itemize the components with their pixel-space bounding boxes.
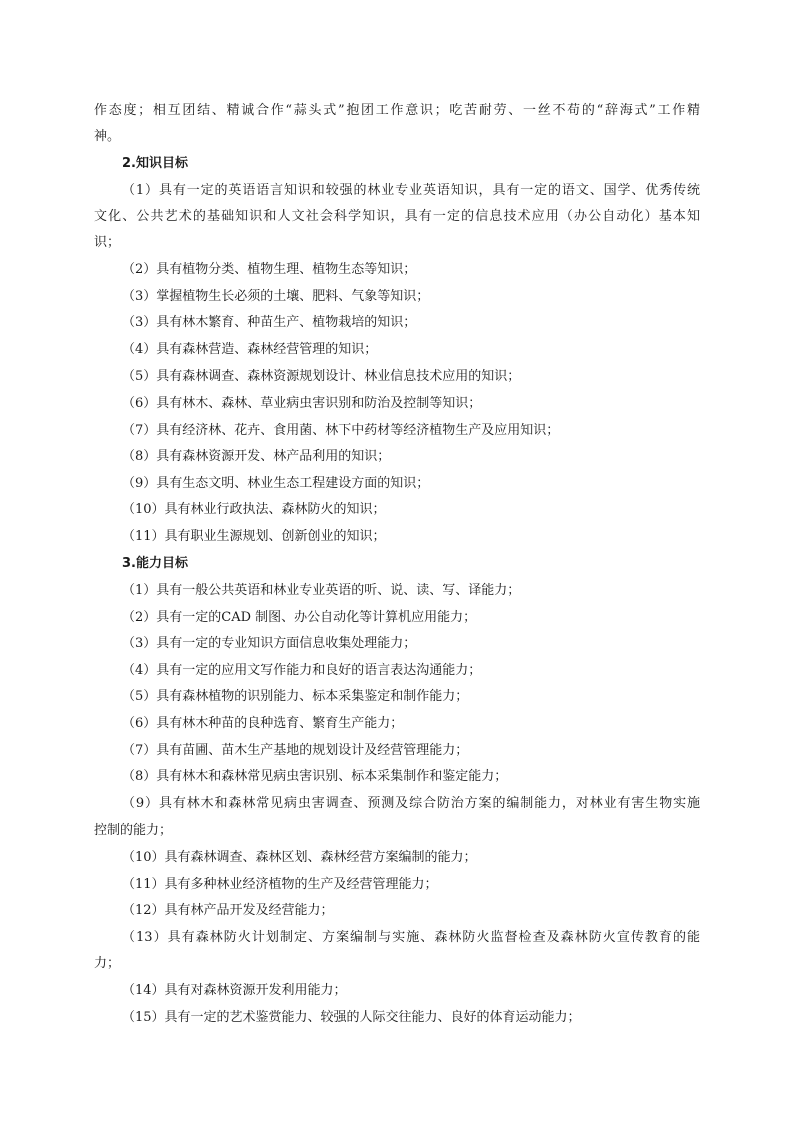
knowledge-item: （7）具有经济林、花卉、食用菌、林下中药材等经济植物生产及应用知识； bbox=[122, 423, 560, 438]
knowledge-item: （10）具有林业行政执法、森林防火的知识； bbox=[122, 502, 386, 517]
ability-item: （4）具有一定的应用文写作能力和良好的语言表达沟通能力； bbox=[122, 663, 482, 678]
intro-line-2: 神。 bbox=[94, 129, 121, 144]
ability-item: （6）具有林木种苗的良种选育、繁育生产能力； bbox=[122, 716, 404, 731]
ability-item: （7）具有苗圃、苗木生产基地的规划设计及经营管理能力； bbox=[122, 743, 469, 758]
ability-item: （12）具有林产品开发及经营能力； bbox=[122, 903, 334, 918]
ability-item-9-line-2: 控制的能力； bbox=[94, 823, 173, 838]
knowledge-item: （11）具有职业生源规划、创新创业的知识； bbox=[122, 529, 386, 544]
ability-item: （1）具有一般公共英语和林业专业英语的听、说、读、写、译能力； bbox=[122, 583, 521, 598]
knowledge-item: （6）具有林木、森林、草业病虫害识别和防治及控制等知识； bbox=[122, 396, 482, 411]
ability-item: （2）具有一定的CAD 制图、办公自动化等计算机应用能力； bbox=[122, 610, 477, 625]
ability-heading: 3.能力目标 bbox=[122, 556, 188, 571]
knowledge-item: （3）掌握植物生长必须的土壤、肥料、气象等知识； bbox=[122, 289, 430, 304]
knowledge-item-1-line-3: 识； bbox=[94, 235, 121, 250]
ability-item: （3）具有一定的专业知识方面信息收集处理能力； bbox=[122, 636, 417, 651]
ability-item: （10）具有森林调查、森林区划、森林经营方案编制的能力； bbox=[122, 850, 477, 865]
ability-item: （14）具有对森林资源开发利用能力； bbox=[122, 983, 347, 998]
knowledge-item: （9）具有生态文明、林业生态工程建设方面的知识； bbox=[122, 476, 430, 491]
ability-item: （15）具有一定的艺术鉴赏能力、较强的人际交往能力、良好的体育运动能力； bbox=[122, 1010, 581, 1025]
knowledge-item-1-line-1: （1）具有一定的英语语言知识和较强的林业专业英语知识，具有一定的语文、国学、优秀传统 bbox=[122, 183, 700, 198]
ability-item: （8）具有林木和森林常见病虫害识别、标本采集制作和鉴定能力； bbox=[122, 769, 508, 784]
ability-item: （11）具有多种林业经济植物的生产及经营管理能力； bbox=[122, 877, 438, 892]
knowledge-heading: 2.知识目标 bbox=[122, 156, 188, 171]
knowledge-item: （5）具有森林调查、森林资源规划设计、林业信息技术应用的知识； bbox=[122, 369, 521, 384]
ability-item-13-line-2: 力； bbox=[94, 956, 121, 971]
knowledge-item-1-line-2: 文化、公共艺术的基础知识和人文社会科学知识，具有一定的信息技术应用（办公自动化）基本知 bbox=[94, 209, 700, 224]
knowledge-item: （8）具有森林资源开发、林产品利用的知识； bbox=[122, 449, 391, 464]
ability-item-13-line-1: （13）具有森林防火计划制定、方案编制与实施、森林防火监督检查及森林防火宣传教育的能 bbox=[122, 930, 700, 945]
knowledge-item: （3）具有林木繁育、种苗生产、植物栽培的知识； bbox=[122, 315, 417, 330]
knowledge-item: （4）具有森林营造、森林经营管理的知识； bbox=[122, 342, 378, 357]
ability-item-9-line-1: （9）具有林木和森林常见病虫害调查、预测及综合防治方案的编制能力，对林业有害生物实施 bbox=[122, 796, 700, 811]
knowledge-item: （2）具有植物分类、植物生理、植物生态等知识； bbox=[122, 262, 417, 277]
ability-item: （5）具有森林植物的识别能力、标本采集鉴定和制作能力； bbox=[122, 689, 469, 704]
intro-line-1: 作态度；相互团结、精诚合作“蒜头式”抱团工作意识；吃苦耐劳、一丝不苟的“辞海式”工作精 bbox=[94, 103, 700, 118]
